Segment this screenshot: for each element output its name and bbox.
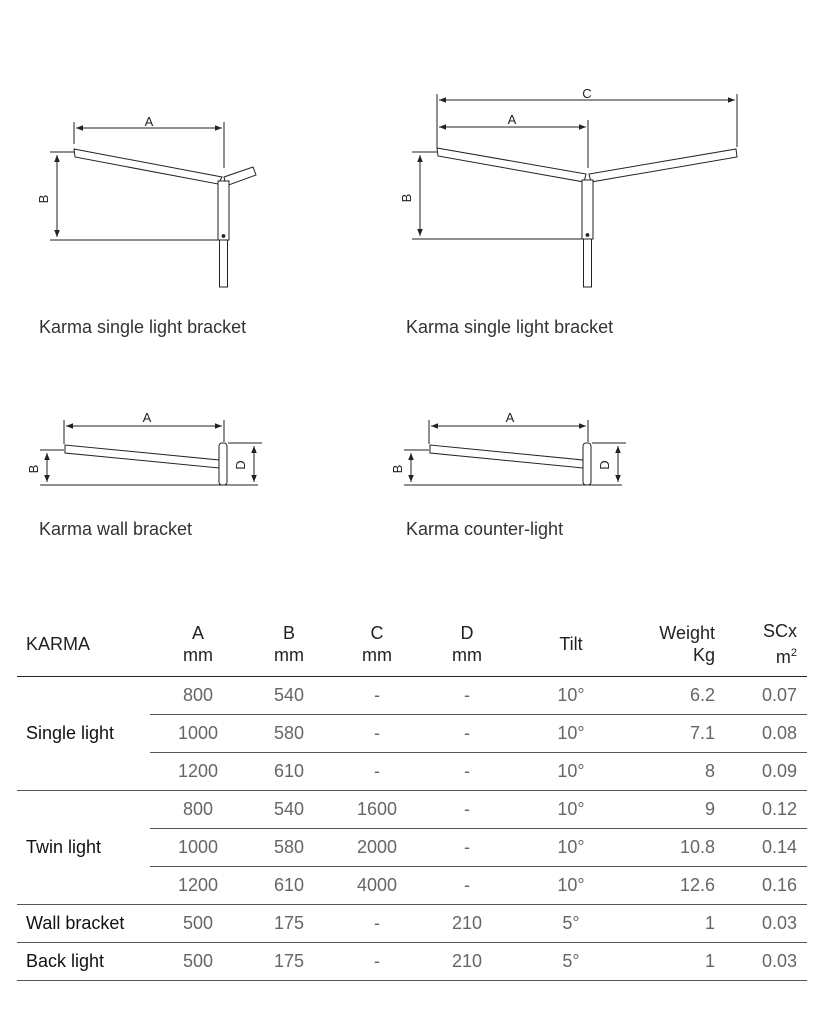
cell-a: 500 <box>150 905 246 943</box>
cell-c: - <box>332 715 422 753</box>
header-b <box>246 614 332 677</box>
table-row <box>17 791 807 829</box>
cell-a: 800 <box>150 677 246 715</box>
header-weight-label: Weight <box>659 623 715 643</box>
cell-weight: 6.2 <box>630 677 725 715</box>
cell-a: 1200 <box>150 867 246 905</box>
cell-scx: 0.14 <box>725 829 807 867</box>
cell-c: - <box>332 905 422 943</box>
cell-scx: 0.08 <box>725 715 807 753</box>
group-wall-bracket: Wall bracket <box>17 905 150 943</box>
caption-single-bracket-right: Karma single light bracket <box>406 317 614 337</box>
cell-a: 500 <box>150 943 246 981</box>
dim-label-d-wall: D <box>233 460 248 470</box>
cell-c: - <box>332 753 422 791</box>
cell-tilt: 5° <box>512 943 630 981</box>
header-d <box>422 614 512 677</box>
cell-c: - <box>332 943 422 981</box>
cell-b: 540 <box>246 677 332 715</box>
drawing-counter-light <box>404 420 626 485</box>
cell-scx: 0.07 <box>725 677 807 715</box>
table-header-row <box>17 614 807 677</box>
cell-d: - <box>422 867 512 905</box>
cell-b: 175 <box>246 905 332 943</box>
header-karma: KARMA <box>17 614 150 677</box>
cell-d: 210 <box>422 943 512 981</box>
drawing-twin-bracket <box>412 94 737 287</box>
dim-label-b-counter: B <box>390 464 405 474</box>
header-d-unit: mm <box>452 645 482 665</box>
cell-scx: 0.03 <box>725 943 807 981</box>
cell-a: 1000 <box>150 829 246 867</box>
cell-b: 610 <box>246 753 332 791</box>
dim-label-c: C <box>582 86 592 101</box>
dim-label-a: A <box>144 114 154 129</box>
dim-label-a-counter: A <box>505 410 515 425</box>
cell-tilt: 10° <box>512 753 630 791</box>
group-twin-light: Twin light <box>17 791 150 905</box>
table-row <box>17 905 807 943</box>
cell-scx: 0.09 <box>725 753 807 791</box>
dim-label-a-wall: A <box>142 410 152 425</box>
header-scx-sup: 2 <box>790 647 797 659</box>
table-row <box>17 943 807 981</box>
cell-tilt: 10° <box>512 677 630 715</box>
dim-label-b: B <box>36 194 51 204</box>
header-d-label: D <box>460 623 474 643</box>
caption-wall-bracket: Karma wall bracket <box>39 519 193 539</box>
cell-d: - <box>422 715 512 753</box>
header-c-unit: mm <box>362 645 392 665</box>
cell-weight: 1 <box>630 943 725 981</box>
cell-b: 580 <box>246 715 332 753</box>
caption-single-bracket-left: Karma single light bracket <box>39 317 247 337</box>
header-a-unit: mm <box>183 645 213 665</box>
dim-label-a-twin: A <box>507 112 517 127</box>
cell-a: 800 <box>150 791 246 829</box>
cell-d: - <box>422 791 512 829</box>
header-a-label: A <box>191 623 204 643</box>
cell-tilt: 10° <box>512 791 630 829</box>
cell-d: - <box>422 829 512 867</box>
cell-c: - <box>332 677 422 715</box>
caption-counter-light: Karma counter-light <box>406 519 564 539</box>
header-weight <box>630 614 725 677</box>
dim-label-b-wall: B <box>26 464 41 474</box>
header-b-label: B <box>282 623 295 643</box>
group-back-light: Back light <box>17 943 150 981</box>
cell-weight: 9 <box>630 791 725 829</box>
header-tilt: Tilt <box>512 614 630 677</box>
specs-table <box>17 614 807 981</box>
header-scx-unit: m <box>775 647 791 667</box>
cell-tilt: 10° <box>512 829 630 867</box>
table-row <box>17 677 807 715</box>
dim-label-b-twin: B <box>399 193 414 203</box>
cell-tilt: 10° <box>512 867 630 905</box>
cell-weight: 8 <box>630 753 725 791</box>
group-single-light: Single light <box>17 677 150 791</box>
cell-d: 210 <box>422 905 512 943</box>
header-c-label: C <box>370 623 384 643</box>
header-c <box>332 614 422 677</box>
cell-b: 175 <box>246 943 332 981</box>
cell-scx: 0.12 <box>725 791 807 829</box>
cell-a: 1200 <box>150 753 246 791</box>
cell-c: 2000 <box>332 829 422 867</box>
cell-d: - <box>422 753 512 791</box>
header-scx <box>725 614 807 677</box>
cell-b: 540 <box>246 791 332 829</box>
cell-c: 4000 <box>332 867 422 905</box>
dim-label-d-counter: D <box>597 460 612 470</box>
drawing-wall-bracket <box>40 420 262 485</box>
cell-weight: 12.6 <box>630 867 725 905</box>
header-scx-label: SCx <box>762 621 797 641</box>
header-b-unit: mm <box>274 645 304 665</box>
cell-tilt: 5° <box>512 905 630 943</box>
cell-a: 1000 <box>150 715 246 753</box>
cell-b: 610 <box>246 867 332 905</box>
cell-weight: 10.8 <box>630 829 725 867</box>
header-weight-unit: Kg <box>692 645 715 665</box>
cell-weight: 7.1 <box>630 715 725 753</box>
cell-tilt: 10° <box>512 715 630 753</box>
cell-weight: 1 <box>630 905 725 943</box>
cell-b: 580 <box>246 829 332 867</box>
drawing-single-bracket-left <box>50 122 256 287</box>
cell-scx: 0.03 <box>725 905 807 943</box>
cell-scx: 0.16 <box>725 867 807 905</box>
cell-c: 1600 <box>332 791 422 829</box>
cell-d: - <box>422 677 512 715</box>
header-a <box>150 614 246 677</box>
